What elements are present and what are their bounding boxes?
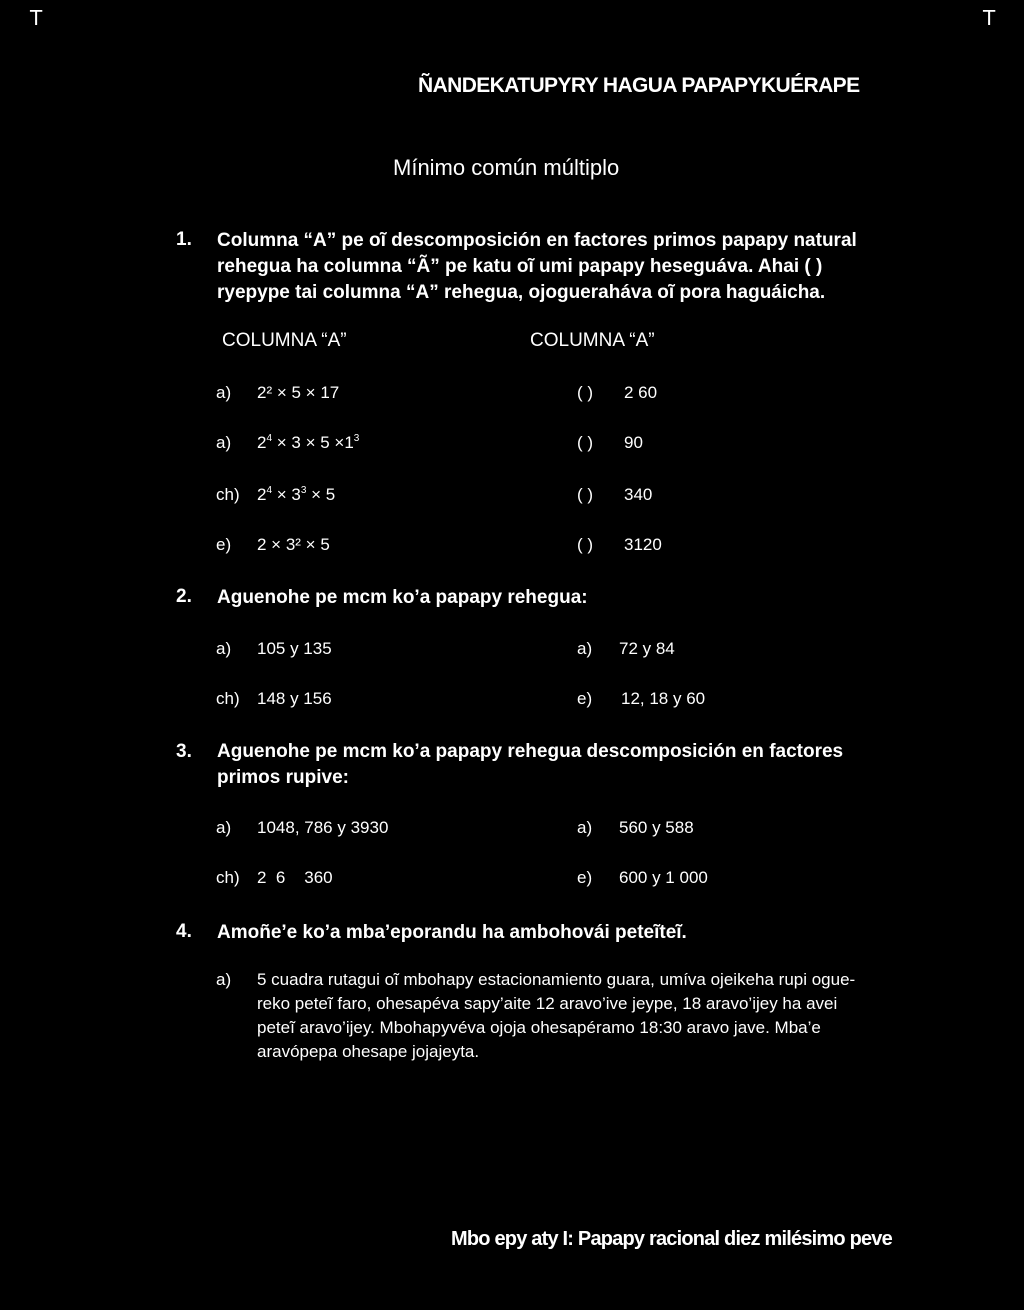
column-a-header-left: COLUMNA “A” xyxy=(222,330,347,351)
matching-row-3-value xyxy=(257,485,335,505)
q2-item-1-value: 105 y 135 xyxy=(257,639,332,658)
matching-row-3-exp-b: 3 xyxy=(300,485,307,496)
q2-item-3-value: 148 y 156 xyxy=(257,689,332,708)
matching-row-1-blank[interactable]: ( ) xyxy=(577,383,594,402)
matching-row-2-exp-b: 3 xyxy=(353,433,360,444)
q4-para-line-1: 5 cuadra rutagui oĩ mbohapy estacionamiento guara, umíva ojeikeha rupi ogue- xyxy=(257,970,856,989)
question-2-text: Aguenohe pe mcm ko’a papapy rehegua: xyxy=(217,587,588,608)
q3-item-3-letter: ch) xyxy=(216,868,240,887)
matching-row-2-blank[interactable]: ( ) xyxy=(577,433,594,452)
question-1-line-2: rehegua ha columna “Ã” pe katu oĩ umi papapy heseguáva. Ahai ( ) xyxy=(217,256,823,277)
q4-para-line-3: peteĩ aravo’ijey. Mbohapyvéva ojoja ohesapéramo 18:30 aravo jave. Mba’e xyxy=(257,1018,821,1037)
q4-sub-a-paragraph xyxy=(257,968,855,1064)
page-footer-title: Mbo epy aty I: Papapy racional diez milésimo peve xyxy=(451,1228,892,1250)
matching-row-2-exp-a: 4 xyxy=(266,433,273,444)
page-header-title: ÑANDEKATUPYRY HAGUA PAPAPYKUÉRAPE xyxy=(418,74,860,97)
q2-item-2-letter: a) xyxy=(577,639,593,658)
q2-item-4-letter: e) xyxy=(577,689,593,708)
question-1-line-3: ryepype tai columna “A” rehegua, ojoguerahávа oĩ pora haguáicha. xyxy=(217,282,826,303)
question-2-number: 2. xyxy=(176,586,192,607)
q2-item-4-value: 12, 18 y 60 xyxy=(621,689,706,708)
question-3-line-1: Aguenohe pe mcm ko’a papapy rehegua descomposición en factores xyxy=(217,741,844,762)
matching-row-2-answer: 90 xyxy=(624,433,643,452)
matching-row-1-answer: 2 60 xyxy=(624,383,658,402)
q2-item-2-value: 72 y 84 xyxy=(619,639,675,658)
q3-item-1-letter: a) xyxy=(216,818,232,837)
q3-item-2-letter: a) xyxy=(577,818,593,837)
matching-row-4-answer: 3120 xyxy=(624,535,662,554)
question-1-text xyxy=(217,228,857,306)
matching-row-2-letter: a) xyxy=(216,433,232,452)
question-4-text: Amoñe’e ko’a mba’eporandu ha ambohovái peteĩteĩ. xyxy=(217,922,687,943)
matching-row-2-mid: × 3 × 5 ×1 xyxy=(272,433,354,452)
crop-mark-right: T xyxy=(983,6,996,30)
matching-row-3-mid: × 3 xyxy=(272,485,301,504)
q2-item-1-letter: a) xyxy=(216,639,232,658)
matching-row-1-value: 2² × 5 × 17 xyxy=(257,383,340,402)
question-4-number: 4. xyxy=(176,921,192,942)
matching-row-3-blank[interactable]: ( ) xyxy=(577,485,594,504)
question-1-line-1: Columna “A” pe oĩ descomposición en factores primos papapy natural xyxy=(217,230,857,251)
q4-sub-a-letter: a) xyxy=(216,970,232,989)
q3-item-1-value: 1048, 786 y 3930 xyxy=(257,818,389,837)
crop-mark-left: T xyxy=(30,6,43,30)
matching-row-4-blank[interactable]: ( ) xyxy=(577,535,594,554)
q2-item-3-letter: ch) xyxy=(216,689,240,708)
question-3-number: 3. xyxy=(176,741,192,762)
matching-row-2-base-a: 2 xyxy=(257,433,267,452)
question-1-number: 1. xyxy=(176,229,192,250)
matching-row-2-value xyxy=(257,433,359,453)
question-3-line-2: primos rupive: xyxy=(217,767,349,788)
matching-row-4-value: 2 × 3² × 5 xyxy=(257,535,330,554)
matching-row-4-letter: e) xyxy=(216,535,232,554)
section-title: Mínimo común múltiplo xyxy=(393,155,620,180)
q3-item-4-value: 600 y 1 000 xyxy=(619,868,708,887)
matching-row-3-answer: 340 xyxy=(624,485,653,504)
question-3-text xyxy=(217,739,843,791)
matching-row-3-base-a: 2 xyxy=(257,485,267,504)
q4-para-line-2: reko peteĩ faro, ohesapéva sapy’aite 12 aravo’ive jeype, 18 aravo’ijey ha avei xyxy=(257,994,838,1013)
q3-item-2-value: 560 y 588 xyxy=(619,818,694,837)
q3-item-3-value: 2 6 360 xyxy=(257,868,333,887)
matching-row-3-letter: ch) xyxy=(216,485,240,504)
matching-row-3-exp-a: 4 xyxy=(266,485,273,496)
q4-para-line-4: aravópepa ohesape jojajeyta. xyxy=(257,1042,480,1061)
matching-row-1-letter: a) xyxy=(216,383,232,402)
q3-item-4-letter: e) xyxy=(577,868,593,887)
matching-row-3-end: × 5 xyxy=(306,485,336,504)
column-a-header-right: COLUMNA “A” xyxy=(530,330,655,351)
